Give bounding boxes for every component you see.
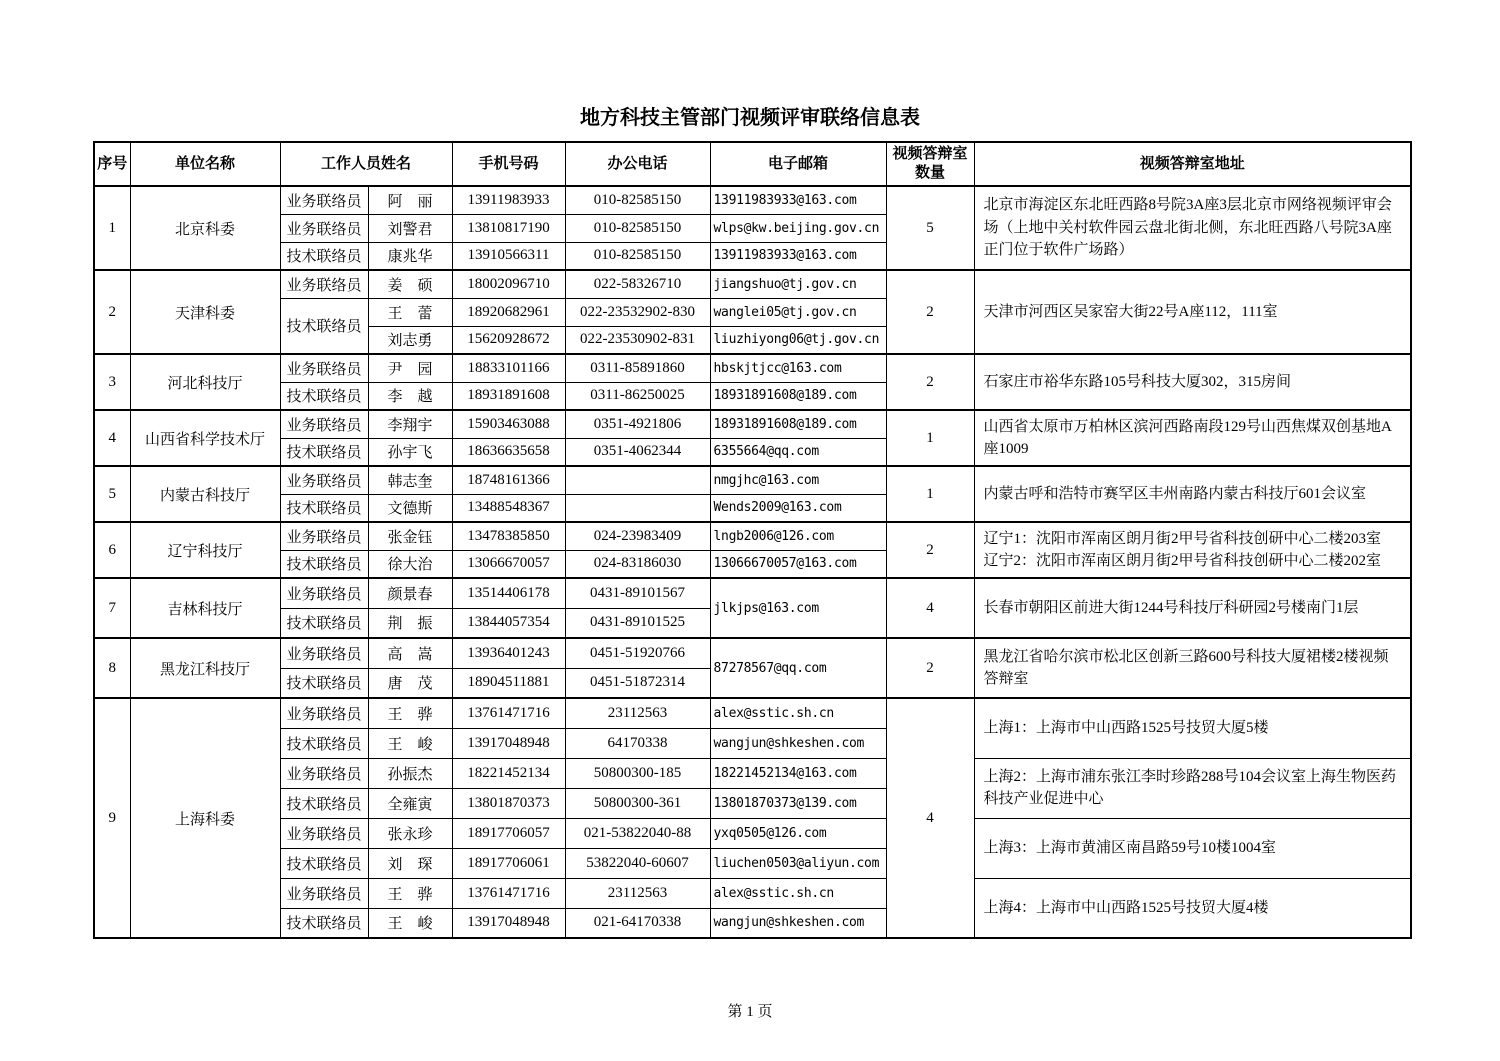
header-row [94,142,1411,186]
cell-office: 0431-89101567 [565,578,710,608]
cell-name: 孙振杰 [368,758,452,788]
cell-unit: 北京科委 [130,186,280,270]
cell-email: wangjun@shkeshen.com [710,728,886,758]
cell-room-count: 4 [886,698,974,938]
cell-role: 业务联络员 [280,522,368,550]
cell-unit: 山西省科学技术厅 [130,410,280,466]
cell-mobile: 13844057354 [452,608,565,638]
cell-email: liuchen0503@aliyun.com [710,848,886,878]
cell-name: 孙宇飞 [368,438,452,466]
cell-unit: 吉林科技厅 [130,578,280,638]
cell-name: 李翔宇 [368,410,452,438]
cell-office: 0451-51872314 [565,668,710,698]
header-email: 电子邮箱 [710,142,886,186]
cell-mobile: 15620928672 [452,326,565,354]
cell-mobile: 13478385850 [452,522,565,550]
cell-unit: 内蒙古科技厅 [130,466,280,522]
cell-name: 李 越 [368,382,452,410]
cell-role: 业务联络员 [280,186,368,214]
header-staff: 工作人员姓名 [280,142,452,186]
header-room-count-line1: 视频答辩室 [892,145,968,163]
table-row [94,186,1411,214]
cell-email: 13911983933@163.com [710,242,886,270]
cell-name: 全雍寅 [368,788,452,818]
cell-name: 王 骅 [368,698,452,728]
header-mobile: 手机号码 [452,142,565,186]
cell-email: 13066670057@163.com [710,550,886,578]
cell-room-count: 1 [886,466,974,522]
cell-index: 8 [94,638,130,698]
table-row [94,638,1411,668]
cell-mobile: 18748161366 [452,466,565,494]
cell-email: wlps@kw.beijing.gov.cn [710,214,886,242]
cell-office: 022-23530902-831 [565,326,710,354]
cell-index: 9 [94,698,130,938]
cell-mobile: 18833101166 [452,354,565,382]
cell-name: 王 骅 [368,878,452,908]
cell-mobile: 18917706061 [452,848,565,878]
table-row [94,522,1411,550]
cell-office: 0451-51920766 [565,638,710,668]
cell-role: 技术联络员 [280,242,368,270]
header-room-count-line2: 数量 [915,164,946,181]
table-row [94,466,1411,494]
cell-role: 业务联络员 [280,878,368,908]
cell-mobile: 13761471716 [452,698,565,728]
cell-email: lngb2006@126.com [710,522,886,550]
cell-role: 业务联络员 [280,578,368,608]
cell-name: 王 蕾 [368,298,452,326]
cell-address: 石家庄市裕华东路105号科技大厦302，315房间 [974,354,1411,410]
cell-room-count: 2 [886,522,974,578]
cell-role: 技术联络员 [280,494,368,522]
cell-office: 0431-89101525 [565,608,710,638]
cell-role: 技术联络员 [280,298,368,354]
cell-name: 姜 硕 [368,270,452,298]
cell-email: 18931891608@189.com [710,410,886,438]
cell-index: 2 [94,270,130,354]
cell-mobile: 13910566311 [452,242,565,270]
table-row [94,698,1411,728]
cell-name: 阿 丽 [368,186,452,214]
cell-role: 技术联络员 [280,728,368,758]
header-unit: 单位名称 [130,142,280,186]
cell-email: wanglei05@tj.gov.cn [710,298,886,326]
cell-role: 技术联络员 [280,788,368,818]
cell-email: nmgjhc@163.com [710,466,886,494]
cell-unit: 黑龙江科技厅 [130,638,280,698]
cell-mobile: 13810817190 [452,214,565,242]
cell-room-count: 2 [886,638,974,698]
cell-email: 6355664@qq.com [710,438,886,466]
cell-index: 4 [94,410,130,466]
table-row [94,270,1411,298]
cell-mobile: 13761471716 [452,878,565,908]
cell-office: 010-82585150 [565,242,710,270]
cell-role: 技术联络员 [280,908,368,938]
cell-room-count: 2 [886,354,974,410]
cell-mobile: 18221452134 [452,758,565,788]
cell-room-count: 5 [886,186,974,270]
cell-address [974,522,1411,578]
cell-office: 23112563 [565,878,710,908]
cell-role: 技术联络员 [280,550,368,578]
table-row [94,878,1411,908]
cell-office: 024-83186030 [565,550,710,578]
cell-office [565,494,710,522]
cell-mobile: 13936401243 [452,638,565,668]
cell-address: 山西省太原市万柏林区滨河西路南段129号山西焦煤双创基地A座1009 [974,410,1411,466]
cell-role: 技术联络员 [280,668,368,698]
header-office: 办公电话 [565,142,710,186]
cell-unit: 河北科技厅 [130,354,280,410]
cell-role: 业务联络员 [280,214,368,242]
page-title: 地方科技主管部门视频评审联络信息表 [580,107,920,129]
cell-name: 颜景春 [368,578,452,608]
cell-mobile: 13801870373 [452,788,565,818]
cell-mobile: 13066670057 [452,550,565,578]
cell-role: 业务联络员 [280,758,368,788]
cell-office: 23112563 [565,698,710,728]
cell-office: 0311-85891860 [565,354,710,382]
cell-office: 50800300-361 [565,788,710,818]
cell-email: 18221452134@163.com [710,758,886,788]
cell-name: 尹 园 [368,354,452,382]
cell-room-count: 4 [886,578,974,638]
cell-role: 业务联络员 [280,698,368,728]
cell-role: 技术联络员 [280,848,368,878]
cell-name: 刘警君 [368,214,452,242]
cell-address: 天津市河西区吴家窑大街22号A座112，111室 [974,270,1411,354]
cell-office: 010-82585150 [565,214,710,242]
cell-index: 3 [94,354,130,410]
cell-role: 业务联络员 [280,354,368,382]
cell-name: 刘 琛 [368,848,452,878]
cell-email: Wends2009@163.com [710,494,886,522]
cell-email: 87278567@qq.com [710,638,886,698]
cell-office: 0351-4062344 [565,438,710,466]
cell-office: 53822040-60607 [565,848,710,878]
cell-email: yxq0505@126.com [710,818,886,848]
cell-role: 业务联络员 [280,410,368,438]
cell-mobile: 18931891608 [452,382,565,410]
cell-name: 韩志奎 [368,466,452,494]
cell-name: 康兆华 [368,242,452,270]
cell-email: 13911983933@163.com [710,186,886,214]
cell-name: 徐大治 [368,550,452,578]
cell-office: 021-53822040-88 [565,818,710,848]
cell-email: wangjun@shkeshen.com [710,908,886,938]
cell-mobile: 13917048948 [452,908,565,938]
cell-role: 业务联络员 [280,466,368,494]
cell-name: 唐 茂 [368,668,452,698]
cell-role: 业务联络员 [280,638,368,668]
cell-index: 5 [94,466,130,522]
cell-mobile: 13911983933 [452,186,565,214]
cell-email: 13801870373@139.com [710,788,886,818]
cell-room-count: 2 [886,270,974,354]
cell-email: hbskjtjcc@163.com [710,354,886,382]
cell-mobile: 18904511881 [452,668,565,698]
cell-name: 荆 振 [368,608,452,638]
page-number: 第 1 页 [727,1004,773,1020]
cell-room-count: 1 [886,410,974,466]
cell-name: 张永珍 [368,818,452,848]
cell-name: 王 峻 [368,908,452,938]
cell-index: 1 [94,186,130,270]
cell-index: 6 [94,522,130,578]
header-room-count [886,142,974,186]
header-address: 视频答辩室地址 [974,142,1411,186]
table-row [94,354,1411,382]
table-row [94,818,1411,848]
address-line: 辽宁1：沈阳市浑南区朗月街2甲号省科技创研中心二楼203室 [983,530,1382,547]
cell-unit: 天津科委 [130,270,280,354]
cell-address: 内蒙古呼和浩特市赛罕区丰州南路内蒙古科技厅601会议室 [974,466,1411,522]
cell-office: 64170338 [565,728,710,758]
cell-address: 上海4：上海市中山西路1525号技贸大厦4楼 [974,878,1411,938]
cell-role: 业务联络员 [280,818,368,848]
cell-email: 18931891608@189.com [710,382,886,410]
cell-email: jiangshuo@tj.gov.cn [710,270,886,298]
cell-name: 刘志勇 [368,326,452,354]
table-row [94,758,1411,788]
cell-role: 技术联络员 [280,438,368,466]
cell-mobile: 18917706057 [452,818,565,848]
cell-name: 张金钰 [368,522,452,550]
cell-office: 0351-4921806 [565,410,710,438]
table-row [94,410,1411,438]
cell-email: alex@sstic.sh.cn [710,698,886,728]
contact-table [93,141,1412,939]
cell-mobile: 18920682961 [452,298,565,326]
cell-address: 黑龙江省哈尔滨市松北区创新三路600号科技大厦裙楼2楼视频答辩室 [974,638,1411,698]
cell-office: 022-23532902-830 [565,298,710,326]
cell-email: alex@sstic.sh.cn [710,878,886,908]
cell-index: 7 [94,578,130,638]
cell-address: 上海3：上海市黄浦区南昌路59号10楼1004室 [974,818,1411,878]
cell-email: liuzhiyong06@tj.gov.cn [710,326,886,354]
cell-office: 024-23983409 [565,522,710,550]
cell-address: 上海2：上海市浦东张江李时珍路288号104会议室上海生物医药科技产业促进中心 [974,758,1411,818]
cell-mobile: 13917048948 [452,728,565,758]
cell-role: 技术联络员 [280,382,368,410]
cell-email: jlkjps@163.com [710,578,886,638]
cell-mobile: 13514406178 [452,578,565,608]
cell-unit: 辽宁科技厅 [130,522,280,578]
cell-name: 高 嵩 [368,638,452,668]
cell-name: 文德斯 [368,494,452,522]
cell-mobile: 18636635658 [452,438,565,466]
cell-office [565,466,710,494]
address-line: 辽宁2：沈阳市浑南区朗月街2甲号省科技创研中心二楼202室 [983,553,1382,569]
cell-name: 王 峻 [368,728,452,758]
cell-mobile: 15903463088 [452,410,565,438]
cell-unit: 上海科委 [130,698,280,938]
contact-table-container [93,141,1412,939]
cell-office: 0311-86250025 [565,382,710,410]
cell-office: 010-82585150 [565,186,710,214]
cell-address: 上海1：上海市中山西路1525号技贸大厦5楼 [974,698,1411,758]
table-row [94,578,1411,608]
cell-office: 021-64170338 [565,908,710,938]
cell-address: 北京市海淀区东北旺西路8号院3A座3层北京市网络视频评审会场（上地中关村软件园云盘北街北侧，东北旺西路八号院3A座正门位于软件广场路） [974,186,1411,270]
cell-mobile: 13488548367 [452,494,565,522]
cell-office: 50800300-185 [565,758,710,788]
cell-role: 技术联络员 [280,608,368,638]
header-index: 序号 [94,142,130,186]
cell-role: 业务联络员 [280,270,368,298]
cell-office: 022-58326710 [565,270,710,298]
cell-address: 长春市朝阳区前进大街1244号科技厅科研园2号楼南门1层 [974,578,1411,638]
cell-mobile: 18002096710 [452,270,565,298]
